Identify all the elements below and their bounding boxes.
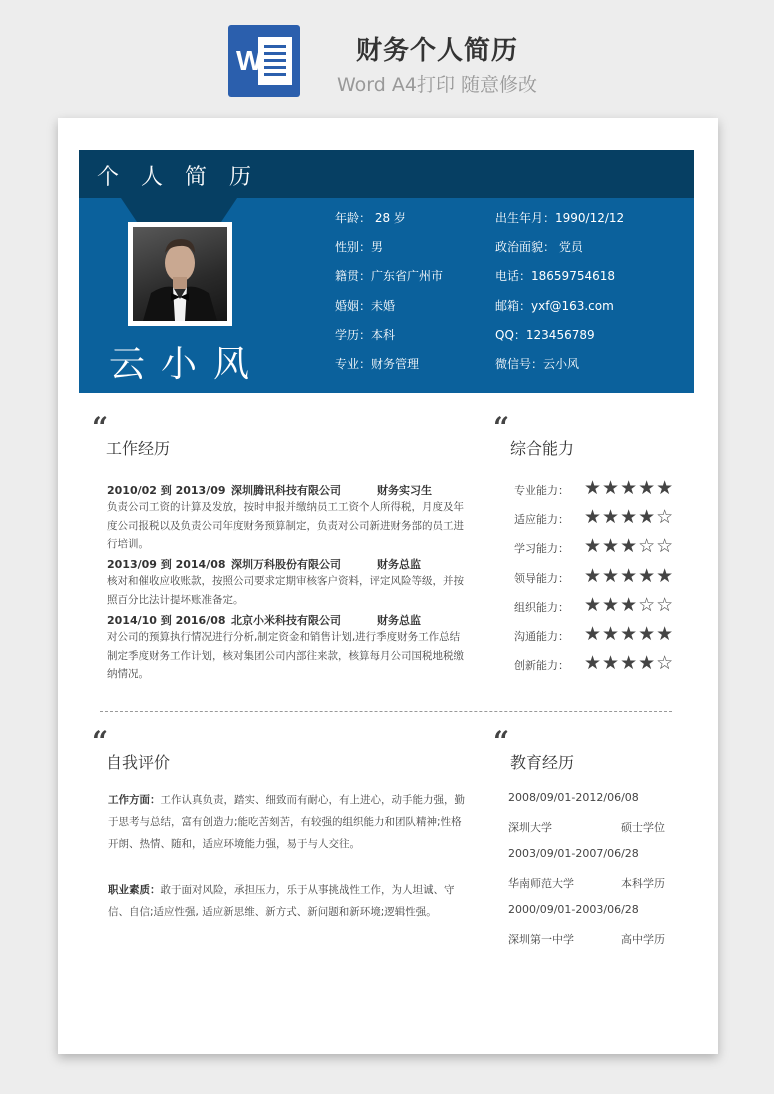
work-period: 2013/09 到 2014/08 <box>107 558 226 571</box>
info-political <box>495 239 583 255</box>
info-label: 专业： <box>335 357 372 371</box>
star-rating-icon: ★★★★★ <box>584 565 675 587</box>
info-label: 年龄： <box>335 211 372 225</box>
quote-icon: “ <box>92 411 109 444</box>
work-description: 负责公司工资的计算及发放，按时申报并缴纳员工工资个人所得税，月度及年度公司报税以及负责公司年度财务预算制定，负责对公司新进财务部的员工进行培训。 <box>107 501 464 550</box>
word-icon-letter: W <box>236 45 263 76</box>
header-band <box>79 150 694 198</box>
info-value: 党员 <box>555 240 583 254</box>
self-eval-work-text: 工作认真负责，踏实、细致而有耐心，有上进心，动手能力强，勤于思考与总结，富有创造力;能吃苦刻苦，有较强的组织能力和团队精神;性格开朗、热情、随和，适应环境能力强，易于与人交往。 <box>108 794 465 850</box>
info-label: 婚姻： <box>335 299 372 313</box>
skills-section-title: 综合能力 <box>510 439 575 458</box>
banner-title: 财务个人简历 <box>355 36 518 66</box>
work-description: 核对和催收应收账款，按照公司要求定期审核客户资料，评定风险等级，并按照百分比法计提坏账准备定。 <box>107 575 464 606</box>
info-value: 123456789 <box>525 328 595 342</box>
star-rating-icon: ★★★★☆ <box>584 652 675 674</box>
info-label: 学历： <box>335 328 372 342</box>
work-description: 对公司的预算执行情况进行分析,制定资金和销售计划,进行季度财务工作总结制定季度财务工作计划，核对集团公司内部往来款，核算每月公司国税地税缴纳情况。 <box>107 631 464 680</box>
info-major <box>335 356 419 372</box>
self-eval-quality-text: 敢于面对风险，承担压力，乐于从事挑战性工作，为人坦诚、守信、自信;适应性强, 适应新思维、新方式、新问题和新环境;逻辑性强。 <box>108 884 455 918</box>
info-phone <box>495 268 615 284</box>
edu-period: 2000/09/01-2003/06/28 <box>508 903 639 916</box>
info-hometown <box>335 268 443 284</box>
edu-period: 2008/09/01-2012/06/08 <box>508 791 639 804</box>
star-rating-icon: ★★★☆☆ <box>584 535 675 557</box>
self-eval-section-title: 自我评价 <box>106 753 171 772</box>
skill-label: 学习能力： <box>514 542 569 555</box>
info-label: 政治面貌： <box>495 240 556 254</box>
star-rating-icon: ★★★☆☆ <box>584 594 675 616</box>
info-marital <box>335 298 395 314</box>
work-role: 财务实习生 <box>377 484 432 497</box>
edu-school: 深圳大学 <box>508 821 552 834</box>
info-qq <box>495 327 595 343</box>
top-banner <box>0 0 774 110</box>
skill-label: 专业能力： <box>514 484 569 497</box>
word-icon <box>228 25 300 97</box>
skill-label: 领导能力： <box>514 572 569 585</box>
info-email <box>495 298 614 314</box>
info-education <box>335 327 395 343</box>
skill-label: 组织能力： <box>514 601 569 614</box>
self-eval-work-label: 工作方面： <box>108 794 161 806</box>
star-rating-icon: ★★★★★ <box>584 623 675 645</box>
section-divider <box>100 711 672 712</box>
info-value: 1990/12/12 <box>555 211 625 225</box>
work-section-title: 工作经历 <box>106 439 171 458</box>
profile-photo <box>128 222 232 326</box>
info-birth <box>495 210 624 226</box>
info-value: 财务管理 <box>371 357 420 371</box>
resume-header <box>79 150 694 393</box>
work-period: 2014/10 到 2016/08 <box>107 614 226 627</box>
edu-degree: 高中学历 <box>621 933 665 946</box>
quote-icon: “ <box>493 725 510 758</box>
work-role: 财务总监 <box>377 558 421 571</box>
info-label: 电话： <box>495 269 532 283</box>
education-section-title: 教育经历 <box>510 753 575 772</box>
resume-page <box>58 118 718 1054</box>
info-gender <box>335 239 383 255</box>
self-eval-quality-label: 职业素质： <box>108 884 161 896</box>
info-label: 籍贯： <box>335 269 372 283</box>
skill-label: 创新能力： <box>514 659 569 672</box>
self-eval-work <box>108 789 470 855</box>
header-title: 个人简历 <box>97 165 274 190</box>
info-wechat <box>495 356 579 372</box>
profile-photo-image <box>133 227 227 321</box>
edu-degree: 本科学历 <box>621 877 665 890</box>
info-value: 广东省广州市 <box>371 269 444 283</box>
quote-icon: “ <box>92 725 109 758</box>
work-company: 深圳万科股份有限公司 <box>231 558 341 571</box>
info-value: 28 岁 <box>371 211 406 225</box>
info-label: 邮箱： <box>495 299 532 313</box>
info-label: 出生年月： <box>495 211 556 225</box>
self-eval-quality <box>108 879 470 923</box>
info-value: 未婚 <box>371 299 396 313</box>
edu-school: 华南师范大学 <box>508 877 574 890</box>
skill-label: 沟通能力： <box>514 630 569 643</box>
info-value: 男 <box>371 240 384 254</box>
info-value: 18659754618 <box>531 269 615 283</box>
work-role: 财务总监 <box>377 614 421 627</box>
person-name: 云小风 <box>109 344 266 385</box>
work-company: 深圳腾讯科技有限公司 <box>231 484 341 497</box>
info-value: yxf@163.com <box>531 299 614 313</box>
work-period: 2010/02 到 2013/09 <box>107 484 226 497</box>
banner-subtitle: Word A4打印 随意修改 <box>336 74 537 96</box>
header-notch-right <box>205 198 237 222</box>
edu-degree: 硕士学位 <box>621 821 665 834</box>
quote-icon: “ <box>493 411 510 444</box>
info-age <box>335 210 406 226</box>
edu-school: 深圳第一中学 <box>508 933 574 946</box>
work-company: 北京小米科技有限公司 <box>231 614 341 627</box>
info-label: 性别： <box>335 240 372 254</box>
info-label: QQ： <box>495 328 526 342</box>
info-value: 云小风 <box>543 357 580 371</box>
skill-label: 适应能力： <box>514 513 569 526</box>
info-value: 本科 <box>371 328 396 342</box>
info-label: 微信号： <box>495 357 544 371</box>
star-rating-icon: ★★★★★ <box>584 477 675 499</box>
edu-period: 2003/09/01-2007/06/28 <box>508 847 639 860</box>
star-rating-icon: ★★★★☆ <box>584 506 675 528</box>
